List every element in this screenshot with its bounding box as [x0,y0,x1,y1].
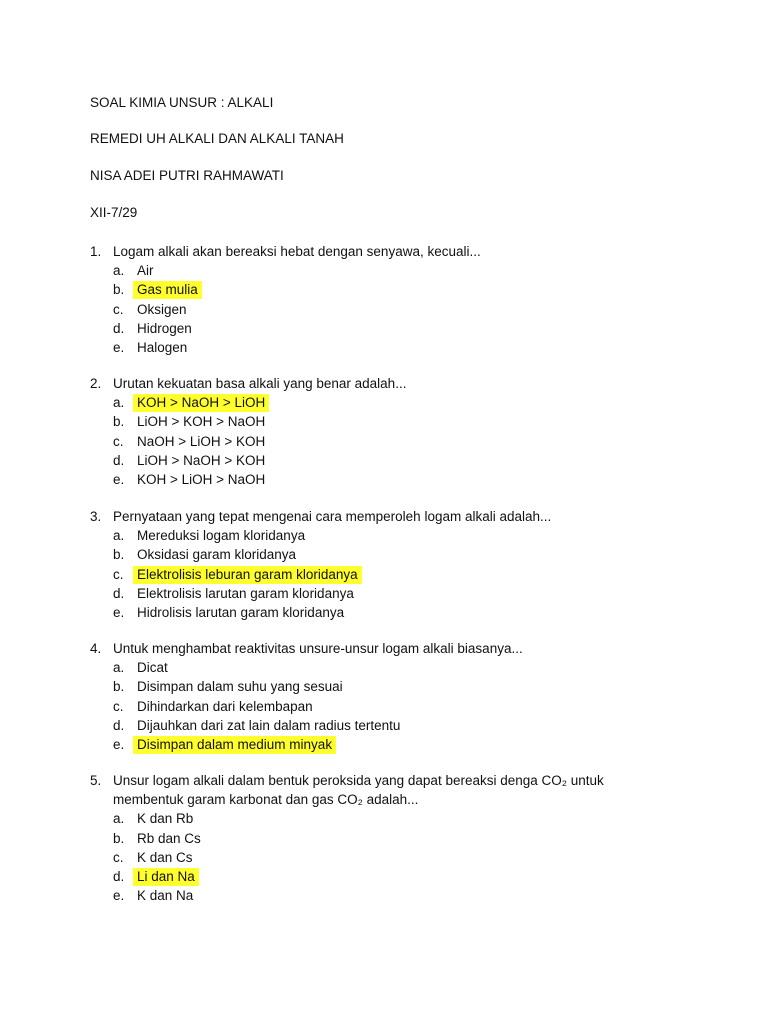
question-number: 2. [90,376,102,391]
option-text: Rb dan Cs [137,830,201,846]
highlighted-answer: Elektrolisis leburan garam kloridanya [133,566,362,584]
worksheet-subtitle: REMEDI UH ALKALI DAN ALKALI TANAH [90,131,344,146]
highlighted-answer: Disimpan dalam medium minyak [133,736,336,754]
option-letter: a. [113,660,125,676]
question-text: Unsur logam alkali dalam bentuk peroksida yang dapat bereaksi denga CO₂ untuk [113,773,604,788]
option-text: Dijauhkan dari zat lain dalam radius tertentu [137,717,401,733]
option-text: Mereduksi logam kloridanya [137,528,306,544]
option-text: Dihindarkan dari kelembapan [137,698,313,714]
question-text: membentuk garam karbonat dan gas CO₂ adalah... [113,792,419,808]
option-letter: b. [113,547,125,563]
option-text: KOH > LiOH > NaOH [137,472,266,487]
question-text: Logam alkali akan bereaksi hebat dengan senyawa, kecuali... [113,244,481,259]
option-text: LiOH > KOH > NaOH [137,414,266,430]
question-number: 1. [90,244,102,259]
question-text: Untuk menghambat reaktivitas unsure-unsur logam alkali biasanya... [113,641,523,656]
question-text: Pernyataan yang tepat mengenai cara memperoleh logam alkali adalah... [113,509,552,524]
option-letter: e. [113,340,125,355]
option-letter: e. [113,472,125,487]
option-text: Dicat [137,660,168,676]
option-text: Oksidasi garam kloridanya [137,547,297,563]
option-letter: c. [113,433,124,449]
option-text: Oksigen [137,301,187,317]
highlighted-answer: Li dan Na [133,868,199,886]
option-text: Hidrolisis larutan garam kloridanya [137,605,345,620]
option-letter: d. [113,717,125,733]
option-text: Hidrogen [137,320,192,336]
question-number: 3. [90,509,102,524]
option-letter: a. [113,528,125,544]
option-text: Air [137,263,154,279]
option-text: K dan Rb [137,811,194,827]
option-letter: d. [113,585,125,601]
option-letter: a. [113,395,125,411]
option-letter: e. [113,737,125,752]
option-letter: d. [113,452,125,468]
option-letter: c. [113,566,124,582]
option-letter: b. [113,414,125,430]
option-letter: b. [113,282,125,298]
option-letter: c. [113,849,124,865]
option-text: NaOH > LiOH > KOH [137,433,266,449]
option-letter: d. [113,869,125,884]
option-letter: b. [113,830,125,846]
option-text: Elektrolisis larutan garam kloridanya [137,585,354,601]
option-text: LiOH > NaOH > KOH [137,452,266,468]
question-number: 5. [90,773,102,788]
option-letter: a. [113,263,125,279]
highlighted-answer: Gas mulia [133,281,202,299]
option-letter: e. [113,605,125,620]
option-letter: b. [113,679,125,695]
highlighted-answer: KOH > NaOH > LiOH [133,394,269,412]
option-letter: c. [113,301,124,317]
option-text: Disimpan dalam suhu yang sesuai [137,679,343,695]
worksheet-title: SOAL KIMIA UNSUR : ALKALI [90,95,274,110]
student-name: NISA ADEI PUTRI RAHMAWATI [90,168,284,183]
option-text: K dan Na [137,888,194,904]
option-letter: d. [113,320,125,336]
question-text: Urutan kekuatan basa alkali yang benar adalah... [113,376,407,391]
student-class: XII-7/29 [90,205,138,220]
option-letter: c. [113,698,124,714]
option-text: Halogen [137,340,188,355]
option-letter: a. [113,811,125,827]
option-text: K dan Cs [137,849,193,865]
option-letter: e. [113,888,125,904]
question-number: 4. [90,641,102,656]
